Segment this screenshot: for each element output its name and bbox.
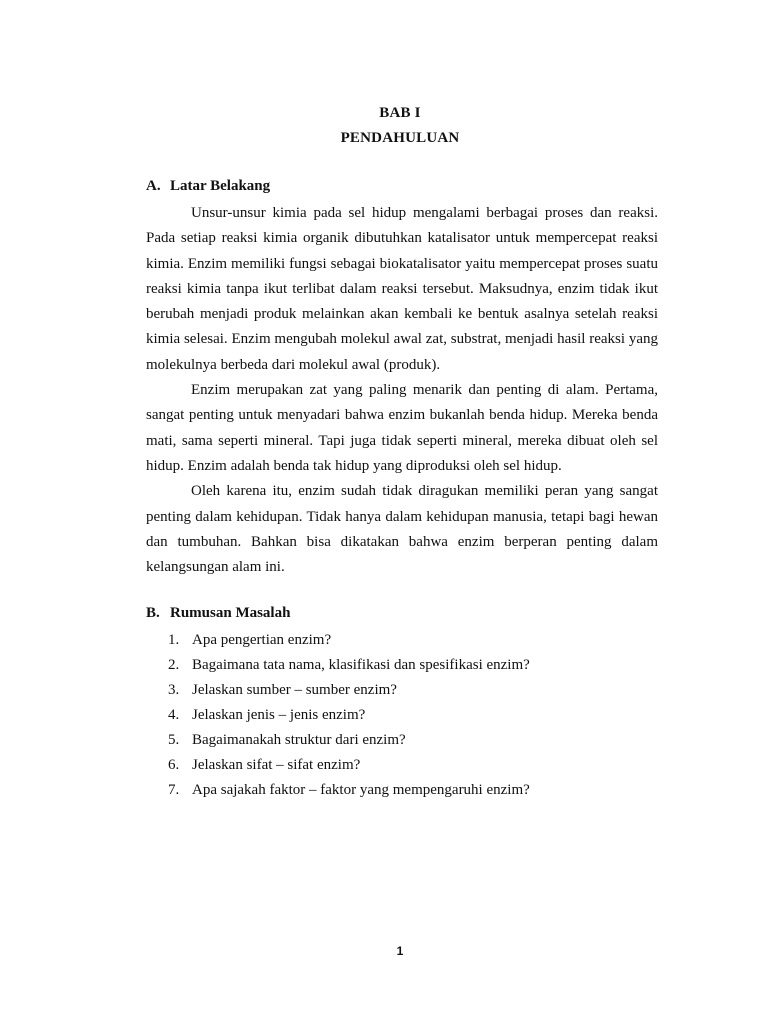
section-a-letter: A. xyxy=(146,178,161,194)
list-item-number: 4. xyxy=(168,707,180,723)
list-item-text: Apa sajakah faktor – faktor yang mempengaruhi enzim? xyxy=(192,782,530,798)
list-item-number: 3. xyxy=(168,682,180,698)
paragraph: Unsur-unsur kimia pada sel hidup mengalami berbagai proses dan reaksi. Pada setiap reaksi kimia organik dibutuhkan katalisator untuk mempercepat reaksi kimia. Enzim memiliki fungsi sebagai biokatalisator yaitu mempercepat proses suatu reaksi kimia tanpa ikut terlibat dalam reaksi tersebut. Maksudnya, enzim tidak ikut berubah menjadi produk melainkan akan kembali ke bentuk asalnya setelah reaksi kimia selesai. Enzim mengubah molekul awal zat, substrat, menjadi hasil reaksi yang molekulnya berbeda dari molekul awal (produk). xyxy=(146,205,658,373)
list-item xyxy=(168,728,530,753)
list-item-number: 6. xyxy=(168,757,180,773)
section-b-heading xyxy=(146,605,290,622)
section-a-title: Latar Belakang xyxy=(170,178,271,194)
list-item xyxy=(168,628,530,653)
list-item xyxy=(168,778,530,803)
list-item-text: Jelaskan sifat – sifat enzim? xyxy=(192,757,361,773)
list-item xyxy=(168,653,530,678)
chapter-number: BAB I xyxy=(379,105,421,121)
chapter-title: PENDAHULUAN xyxy=(340,130,460,146)
section-b-letter: B. xyxy=(146,605,160,621)
list-item-text: Jelaskan jenis – jenis enzim? xyxy=(192,707,366,723)
section-a-heading xyxy=(146,178,270,195)
paragraph: Enzim merupakan zat yang paling menarik dan penting di alam. Pertama, sangat penting untuk menyadari bahwa enzim bukanlah benda hidup. Mereka benda mati, sama seperti mineral. Tapi juga tidak seperti mineral, mereka dibuat oleh sel hidup. Enzim adalah benda tak hidup yang diproduksi oleh sel hidup. xyxy=(146,382,658,474)
list-item-text: Apa pengertian enzim? xyxy=(192,632,332,648)
list-item-text: Jelaskan sumber – sumber enzim? xyxy=(192,682,397,698)
list-item-number: 2. xyxy=(168,657,180,673)
list-item-number: 1. xyxy=(168,632,180,648)
list-item-text: Bagaimana tata nama, klasifikasi dan spesifikasi enzim? xyxy=(192,657,530,673)
list-item xyxy=(168,703,530,728)
page-number: 1 xyxy=(396,944,404,958)
section-a-body xyxy=(146,201,658,580)
list-item xyxy=(168,678,530,703)
list-item-number: 5. xyxy=(168,732,180,748)
paragraph: Oleh karena itu, enzim sudah tidak diragukan memiliki peran yang sangat penting dalam kehidupan. Tidak hanya dalam kehidupan manusia, tetapi bagi hewan dan tumbuhan. Bahkan bisa dikatakan bahwa enzim berperan penting dalam kelangsungan alam ini. xyxy=(146,483,658,576)
list-item-number: 7. xyxy=(168,782,180,798)
list-item-text: Bagaimanakah struktur dari enzim? xyxy=(192,732,406,748)
problem-list xyxy=(168,628,530,803)
section-b-title: Rumusan Masalah xyxy=(170,605,291,621)
list-item xyxy=(168,753,530,778)
